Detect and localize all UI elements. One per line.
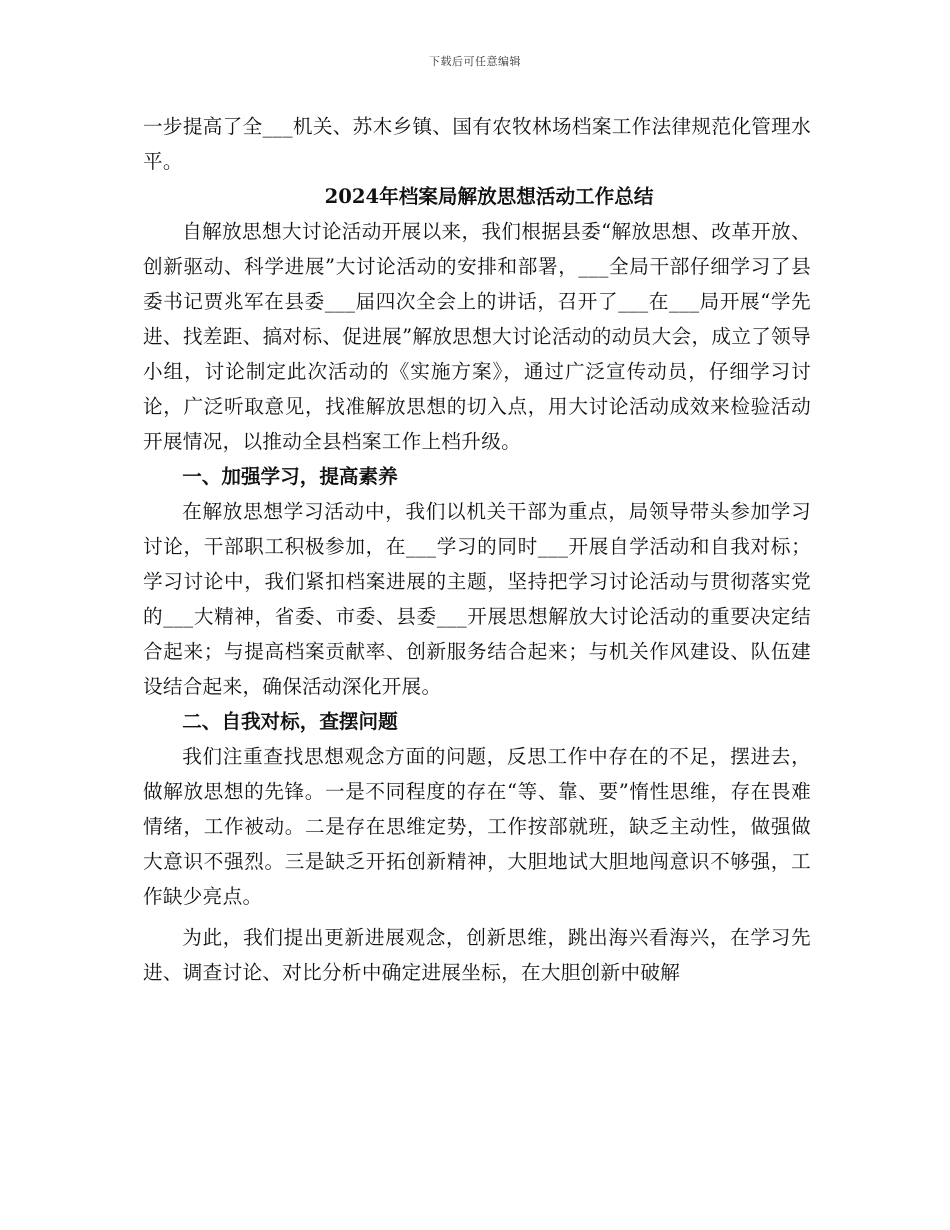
document-body [143, 109, 811, 990]
section-2-paragraph-2: 为此，我们提出更新进展观念，创新思维，跳出海兴看海兴，在学习先进、调查讨论、对比分析中确定进展坐标，在大胆创新中破解 [143, 926, 811, 984]
document-title: 2024年档案局解放思想活动工作总结 [324, 185, 654, 208]
intro-paragraph: 一步提高了全___机关、苏木乡镇、国有农牧林场档案工作法律规范化管理水平。 [143, 115, 811, 173]
opening-paragraph: 自解放思想大讨论活动开展以来，我们根据县委“解放思想、改革开放、创新驱动、科学进展”大讨论活动的安排和部署，___全局干部仔细学习了县委书记贾兆军在县委___届四次全会上的讲话，召开了___在___局开展“学先进、找差距、搞对标、促进展”解放思想大讨论活动的动员大会，成立了领导小组，讨论制定此次活动的《实施方案》，通过广泛宣传动员，仔细学习讨论，广泛听取意见，找准解放思想的切入点，用大讨论活动成效来检验活动开展情况，以推动全县档案工作上档升级。 [143, 220, 811, 453]
section-2-heading: 二、自我对标，查摆问题 [182, 710, 398, 733]
section-1-paragraph: 在解放思想学习活动中，我们以机关干部为重点，局领导带头参加学习讨论，干部职工积极参加，在___学习的同时___开展自学活动和自我对标；学习讨论中，我们紧扣档案进展的主题，坚持把学习讨论活动与贯彻落实党的___大精神，省委、市委、县委___开展思想解放大讨论活动的重要决定结合起来；与提高档案贡献率、创新服务结合起来；与机关作风建设、队伍建设结合起来，确保活动深化开展。 [143, 500, 811, 698]
section-2-paragraph: 我们注重查找思想观念方面的问题，反思工作中存在的不足，摆进去，做解放思想的先锋。一是不同程度的存在“等、靠、要”惰性思维，存在畏难情绪，工作被动。二是存在思维定势，工作按部就班，缺乏主动性，做强做大意识不强烈。三是缺乏开拓创新精神，大胆地试大胆地闯意识不够强，工作缺少亮点。 [143, 745, 811, 908]
section-1-heading: 一、加强学习，提高素养 [182, 465, 398, 488]
page-header: 下载后可任意编辑 [429, 55, 521, 68]
